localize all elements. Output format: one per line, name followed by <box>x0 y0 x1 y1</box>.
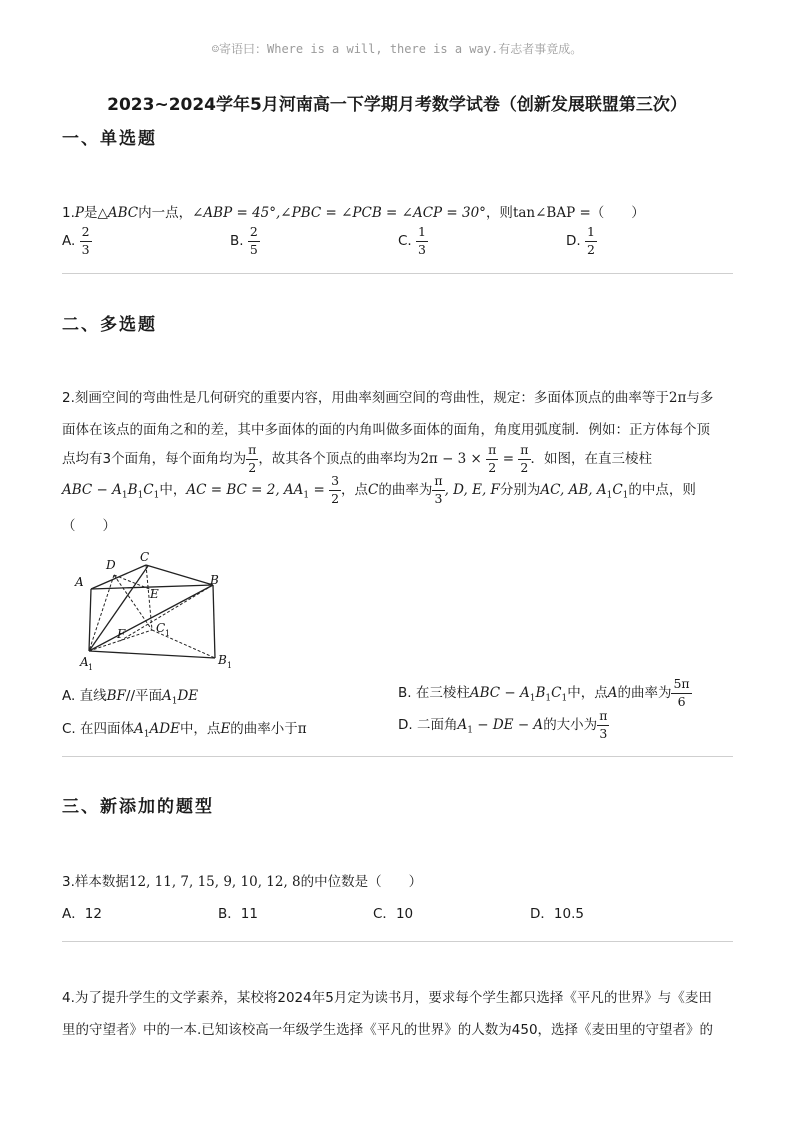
fraction-5pi-over-6 <box>671 678 691 708</box>
fraction-3-over-2 <box>329 475 341 505</box>
q1-number: 1. <box>62 205 75 221</box>
subscript: 1 <box>121 490 128 501</box>
q2-text: 与多 <box>686 390 714 406</box>
edge-cb <box>146 565 213 585</box>
q3-data: 12, 11, 7, 15, 9, 10, 12, 8 <box>128 874 301 890</box>
q2-line-2: 面体在该点的面角之和的差，其中多面体的面的内角叫做多面体的面角，角度用弧度制．例如：正方体每个顶 <box>62 422 710 438</box>
q1-text-2: 内一点， <box>138 205 193 221</box>
option-math: BF <box>106 688 126 704</box>
option-value: 10.5 <box>553 906 584 922</box>
denominator: 2 <box>331 490 340 506</box>
subscript: 1 <box>467 725 473 736</box>
label-b1: B <box>218 653 227 667</box>
label-a: A <box>75 575 84 589</box>
q2-math: C <box>612 482 623 498</box>
option-label: A. <box>62 233 76 249</box>
q2-line-1 <box>62 386 742 406</box>
q2-math: C <box>368 482 379 498</box>
option-text: 的曲率为 <box>617 685 672 701</box>
numerator: 3 <box>329 475 341 491</box>
fraction-pi-over-2 <box>486 444 498 474</box>
q2-text: 中， <box>159 482 187 498</box>
q2-math: , D, E, F <box>444 482 500 498</box>
question-1-stem <box>62 201 645 221</box>
option-label: A. <box>62 688 76 704</box>
subscript: 1 <box>561 693 568 704</box>
q2-math: C <box>143 482 154 498</box>
question-3-stem <box>62 870 422 890</box>
denominator: 3 <box>434 490 443 506</box>
label-a1-sub: 1 <box>88 663 94 672</box>
label-d: D <box>106 558 116 572</box>
option-text: 在三棱柱 <box>415 685 470 701</box>
section-heading-single-choice: 一、单选题 <box>62 129 157 149</box>
q3-option-b[interactable] <box>218 902 258 922</box>
option-text: 中，点 <box>567 685 608 701</box>
label-e: E <box>150 587 159 601</box>
subscript: 1 <box>153 490 160 501</box>
numerator: π <box>432 475 444 491</box>
fraction-pi-over-2 <box>518 444 530 474</box>
q2-line-3 <box>62 444 742 474</box>
option-text: 在四面体 <box>80 721 135 737</box>
subscript: 1 <box>143 729 150 740</box>
q2-math: = <box>502 451 514 467</box>
option-math: − DE − A <box>472 717 544 733</box>
label-a1: A <box>80 655 89 669</box>
numerator: 2 <box>248 226 260 242</box>
option-fraction <box>248 226 260 256</box>
option-text: 二面角 <box>416 717 458 733</box>
q2-math: B <box>127 482 138 498</box>
q1-option-c[interactable] <box>398 226 428 256</box>
q2-line-5: （ ） <box>62 518 116 534</box>
edge-bb1 <box>213 585 215 658</box>
subscript: 1 <box>622 490 629 501</box>
q2-option-a[interactable] <box>62 684 198 707</box>
motto: ☺寄语曰：Where is a will, there is a way.有志者事竟成。 <box>211 42 583 56</box>
option-math: A <box>134 721 144 737</box>
option-text: //平面 <box>125 688 162 704</box>
subscript: 1 <box>606 490 613 501</box>
option-text: 的大小为 <box>543 717 598 733</box>
subscript: 1 <box>137 490 144 501</box>
denominator: 2 <box>248 459 257 475</box>
q1-option-d[interactable] <box>566 226 597 256</box>
numerator: π <box>246 444 258 460</box>
q2-text: 点均有3个面角，每个面角均为 <box>62 451 247 467</box>
q2-math: = <box>309 482 325 498</box>
q1-option-b[interactable] <box>230 226 260 256</box>
option-value: 11 <box>240 906 258 922</box>
page-title: 2023~2024学年5月河南高一下学期月考数学试卷（创新发展联盟第三次） <box>107 95 687 115</box>
edge-a1b1 <box>89 651 215 658</box>
option-text: 的曲率小于 <box>230 721 298 737</box>
option-label: B． <box>218 906 241 922</box>
option-label: A． <box>62 906 85 922</box>
q3-option-a[interactable] <box>62 902 102 922</box>
q2-text: 分别为 <box>499 482 541 498</box>
q2-math: AC, AB, A <box>540 482 607 498</box>
q4-line-2: 里的守望者》中的一本.已知该校高一年级学生选择《平凡的世界》的人数为450，选择《麦田里的守望者》的 <box>62 1022 714 1038</box>
denominator: 6 <box>677 693 686 709</box>
option-label: D. <box>398 717 413 733</box>
q1-condition: ∠ABP = 45°,∠PBC = ∠PCB = ∠ACP = 30° <box>192 205 486 221</box>
subscript: 1 <box>529 693 536 704</box>
option-label: C． <box>373 906 396 922</box>
fraction-pi-over-3 <box>432 475 444 505</box>
q1-text-1: 是△ <box>83 205 108 221</box>
label-c1-sub: 1 <box>165 629 171 638</box>
option-label: D. <box>566 233 581 249</box>
option-fraction <box>585 226 597 256</box>
q2-text: 的中点，则 <box>628 482 696 498</box>
option-math: A <box>162 688 172 704</box>
label-b1-sub: 1 <box>227 661 233 670</box>
label-c: C <box>140 550 150 564</box>
option-math: B <box>535 685 546 701</box>
denominator: 2 <box>586 241 595 257</box>
option-value: 12 <box>84 906 102 922</box>
edge-ac <box>91 565 146 589</box>
option-math: C <box>551 685 562 701</box>
option-math: ABC − A <box>469 685 530 701</box>
fraction-pi-over-2 <box>246 444 258 474</box>
option-text: 中，点 <box>179 721 221 737</box>
q1-point-p: P <box>74 205 84 221</box>
q2-text: 的曲率为 <box>378 482 433 498</box>
q2-math: 2π − 3 × <box>420 451 482 467</box>
denominator: 3 <box>599 725 608 741</box>
numerator: 1 <box>585 226 597 242</box>
section-heading-multi-choice: 二、多选题 <box>62 315 157 335</box>
option-label: D． <box>530 906 554 922</box>
numerator: 5π <box>671 678 691 694</box>
numerator: 2 <box>80 226 92 242</box>
option-label: B. <box>398 685 412 701</box>
option-label: C. <box>62 721 76 737</box>
q2-text: 2.刻画空间的弯曲性是几何研究的重要内容，用曲率刻画空间的弯曲性，规定：多面体顶点的曲率等于 <box>62 390 669 406</box>
q3-option-c[interactable] <box>373 902 413 922</box>
label-c1: C <box>156 621 166 635</box>
denominator: 3 <box>418 241 426 257</box>
q2-option-c[interactable] <box>62 717 307 740</box>
q2-option-b[interactable] <box>398 678 692 708</box>
divider <box>62 273 733 274</box>
option-math: ADE <box>149 721 180 737</box>
fraction-pi-over-3 <box>597 710 609 740</box>
option-text: 直线 <box>79 688 107 704</box>
q1-text-3: ，则 <box>485 205 513 221</box>
option-math: A <box>607 685 618 701</box>
divider <box>62 756 733 757</box>
denominator: 2 <box>520 459 529 475</box>
edge-aa1 <box>89 589 91 651</box>
numerator: π <box>486 444 498 460</box>
option-fraction <box>416 226 428 256</box>
label-b: B <box>210 573 219 587</box>
q3-text: 3.样本数据 <box>62 874 129 890</box>
label-f: F <box>117 627 126 641</box>
prism-figure <box>70 548 240 673</box>
option-label: C. <box>398 233 412 249</box>
numerator: 1 <box>416 226 428 242</box>
q3-option-d[interactable] <box>530 902 584 922</box>
option-math: E <box>220 721 231 737</box>
denominator: 2 <box>488 459 497 475</box>
denominator: 3 <box>81 241 90 257</box>
option-math: π <box>297 721 307 737</box>
q1-option-a[interactable] <box>62 226 92 256</box>
q2-line-4 <box>62 475 742 505</box>
denominator: 5 <box>249 241 258 257</box>
divider <box>62 941 733 942</box>
numerator: π <box>597 710 609 726</box>
line-d-c1 <box>114 575 152 630</box>
q2-math: AC = BC = 2, AA <box>186 482 304 498</box>
q2-text: ．如图，在直三棱柱 <box>530 451 653 467</box>
numerator: π <box>518 444 530 460</box>
q1-ask: tan∠BAP = <box>512 205 591 221</box>
q2-text: ，故其各个顶点的曲率均为 <box>258 451 421 467</box>
q1-paren: （ ） <box>590 205 645 221</box>
subscript: 1 <box>171 696 178 707</box>
option-label: B. <box>230 233 244 249</box>
subscript: 1 <box>303 490 310 501</box>
q2-option-d[interactable] <box>398 710 609 740</box>
q2-text: ，点 <box>341 482 369 498</box>
option-value: 10 <box>395 906 414 922</box>
q2-math: 2π <box>668 390 687 406</box>
option-fraction <box>80 226 92 256</box>
subscript: 1 <box>545 693 552 704</box>
section-heading-new-type: 三、新添加的题型 <box>62 797 214 817</box>
q2-math: ABC − A <box>62 482 122 498</box>
q1-triangle: ABC <box>107 205 139 221</box>
option-math: DE <box>177 688 199 704</box>
q3-text: 的中位数是（ ） <box>300 874 423 890</box>
q4-line-1: 4.为了提升学生的文学素养，某校将2024年5月定为读书月，要求每个学生都只选择《平凡的世界》与《麦田 <box>62 990 712 1006</box>
option-math: A <box>457 717 468 733</box>
